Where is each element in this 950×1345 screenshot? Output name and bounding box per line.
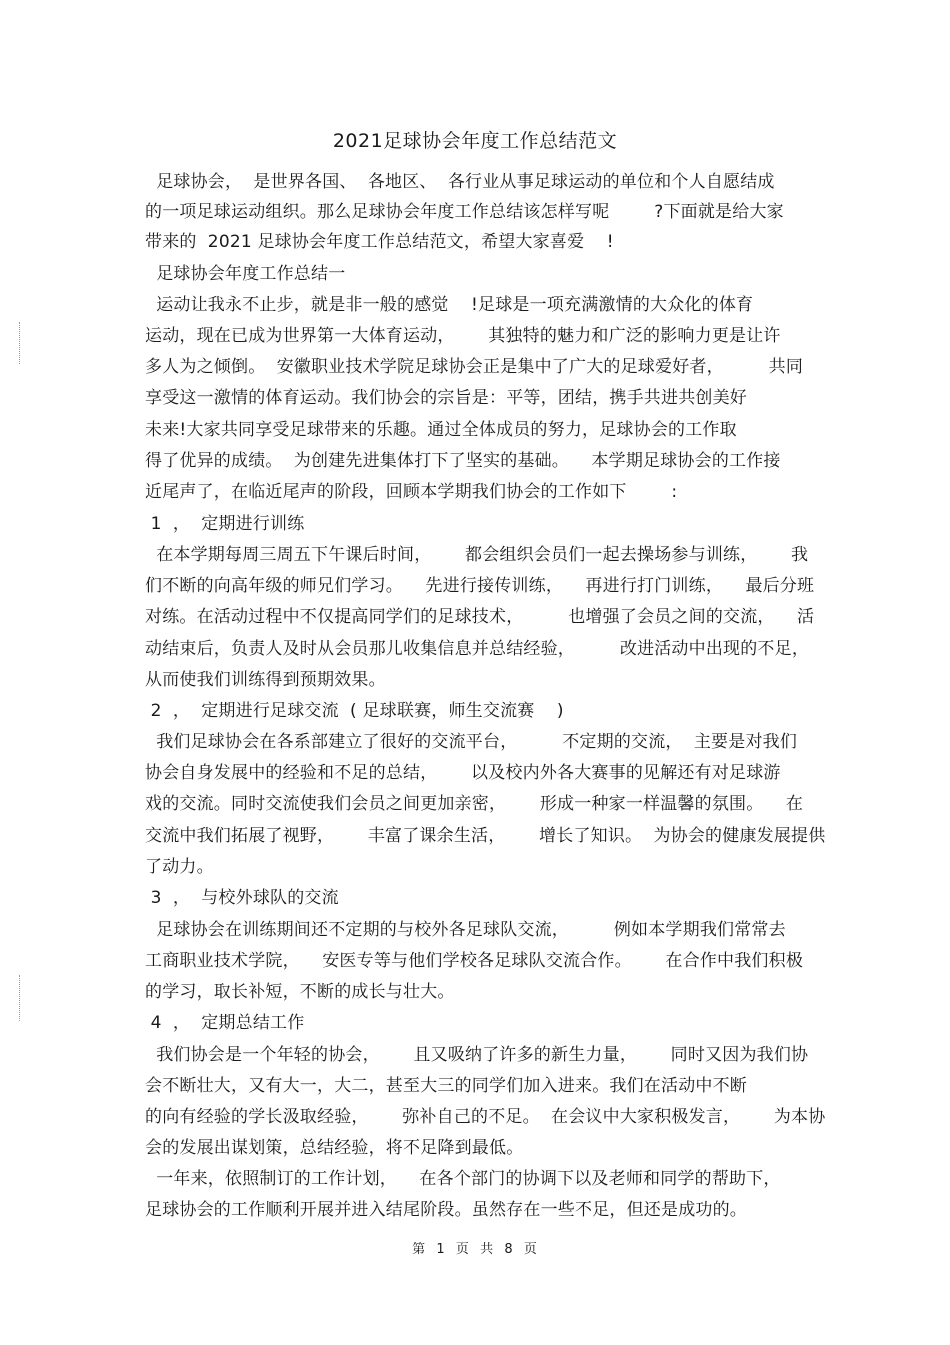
- body-line: 2 ， 定期进行足球交流 ( 足球联赛，师生交流赛 ): [145, 701, 564, 721]
- body-line: 足球协会的工作顺利开展并进入结尾阶段。虽然存在一些不足，但还是成功的。: [145, 1200, 747, 1220]
- body-line: 在本学期每周三周五下午课后时间， 都会组织会员们一起去操场参与训练， 我: [145, 545, 809, 565]
- body-line: 我们协会是一个年轻的协会， 且又吸纳了许多的新生力量， 同时又因为我们协: [145, 1045, 809, 1065]
- body-line: 的学习，取长补短，不断的成长与壮大。: [145, 982, 455, 1002]
- body-line: 3 ， 与校外球队的交流: [145, 888, 339, 908]
- body-line: 从而使我们训练得到预期效果。: [145, 670, 386, 690]
- body-line: 足球协会， 是世界各国、 各地区、 各行业从事足球运动的单位和个人自愿结成: [145, 172, 775, 192]
- body-line: 多人为之倾倒。 安徽职业技术学院足球协会正是集中了广大的足球爱好者， 共同: [145, 357, 804, 377]
- body-line: 4 ， 定期总结工作: [145, 1013, 305, 1033]
- binding-mark-top: [19, 322, 21, 364]
- body-line: 1 ， 定期进行训练: [145, 514, 305, 534]
- body-line: 一年来，依照制订的工作计划， 在各个部门的协调下以及老师和同学的帮助下，: [145, 1169, 781, 1189]
- body-line: 未来!大家共同享受足球带来的乐趣。通过全体成员的努力，足球协会的工作取: [145, 420, 737, 440]
- body-line: 近尾声了，在临近尾声的阶段，回顾本学期我们协会的工作如下 :: [145, 482, 678, 502]
- body-line: 运动让我永不止步，就是非一般的感觉 !足球是一项充满激情的大众化的体育: [145, 295, 754, 315]
- body-line: 会不断壮大，又有大一，大二，甚至大三的同学们加入进来。我们在活动中不断: [145, 1076, 747, 1096]
- body-line: 动结束后，负责人及时从会员那儿收集信息并总结经验， 改进活动中出现的不足，: [145, 639, 810, 659]
- document-title: 2021足球协会年度工作总结范文: [332, 130, 618, 152]
- body-line: 对练。在活动过程中不仅提高同学们的足球技术， 也增强了会员之间的交流， 活: [145, 607, 815, 627]
- binding-mark-bottom: [19, 975, 21, 1021]
- body-line: 我们足球协会在各系部建立了很好的交流平台， 不定期的交流， 主要是对我们: [145, 732, 798, 752]
- body-line: 带来的 2021 足球协会年度工作总结范文，希望大家喜爱 !: [145, 232, 614, 252]
- body-line: 会的发展出谋划策，总结经验，将不足降到最低。: [145, 1138, 524, 1158]
- body-line: 们不断的向高年级的师兄们学习。 先进行接传训练， 再进行打门训练， 最后分班: [145, 576, 815, 596]
- body-line: 足球协会年度工作总结一: [145, 264, 346, 284]
- body-line: 运动，现在已成为世界第一大体育运动， 其独特的魅力和广泛的影响力更是让许: [145, 326, 781, 346]
- body-line: 了动力。: [145, 857, 214, 877]
- body-line: 享受这一激情的体育运动。我们协会的宗旨是：平等，团结，携手共进共创美好: [145, 388, 747, 408]
- body-line: 足球协会在训练期间还不定期的与校外各足球队交流， 例如本学期我们常常去: [145, 920, 786, 940]
- body-line: 工商职业技术学院， 安医专等与他们学校各足球队交流合作。 在合作中我们积极: [145, 951, 804, 971]
- body-line: 协会自身发展中的经验和不足的总结， 以及校内外各大赛事的见解还有对足球游: [145, 763, 781, 783]
- body-line: 交流中我们拓展了视野， 丰富了课余生活， 增长了知识。 为协会的健康发展提供: [145, 826, 826, 846]
- body-line: 戏的交流。同时交流使我们会员之间更加亲密， 形成一种家一样温馨的氛围。 在: [145, 794, 804, 814]
- body-line: 得了优异的成绩。 为创建先进集体打下了坚实的基础。 本学期足球协会的工作接: [145, 451, 781, 471]
- body-line: 的向有经验的学长汲取经验， 弥补自己的不足。 在会议中大家积极发言， 为本协: [145, 1107, 826, 1127]
- body-line: 的一项足球运动组织。那么足球协会年度工作总结该怎样写呢 ?下面就是给大家: [145, 202, 784, 222]
- page-number: 第 1 页 共 8 页: [412, 1242, 538, 1257]
